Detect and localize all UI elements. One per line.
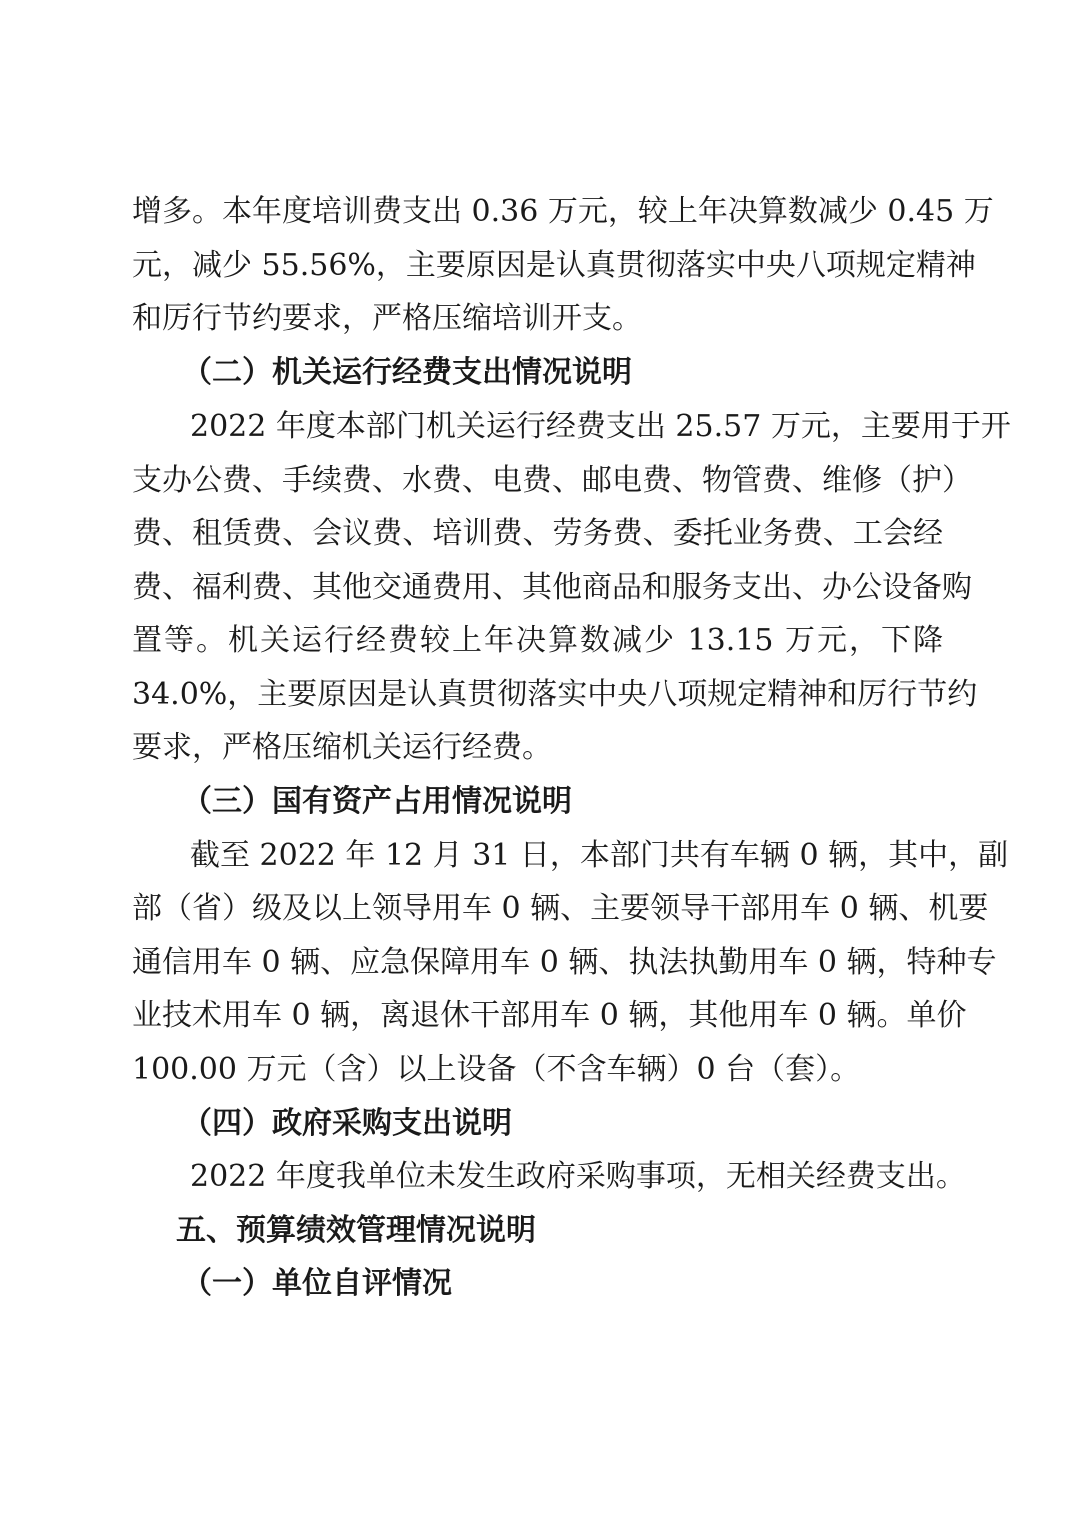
section-heading-2: （二）机关运行经费支出情况说明 [182,355,632,390]
subsection-heading-5-1: （一）单位自评情况 [182,1266,452,1301]
paragraph-line: 支办公费、手续费、水费、电费、邮电费、物管费、维修（护） [132,463,972,498]
part-heading-5: 五、预算绩效管理情况说明 [176,1213,536,1248]
paragraph-line: 2022 年度我单位未发生政府采购事项，无相关经费支出。 [190,1159,966,1194]
paragraph-line: 部（省）级及以上领导用车 0 辆、主要领导干部用车 0 辆、机要 [132,891,989,926]
paragraph-line: 100.00 万元（含）以上设备（不含车辆）0 台（套）。 [132,1052,861,1087]
paragraph-line: 34.0%，主要原因是认真贯彻落实中央八项规定精神和厉行节约 [132,677,978,712]
paragraph-line: 费、租赁费、会议费、培训费、劳务费、委托业务费、工会经 [132,516,943,551]
paragraph-line: 置等。机关运行经费较上年决算数减少 13.15 万元，下降 [132,623,943,658]
paragraph-line: 元，减少 55.56%，主要原因是认真贯彻落实中央八项规定精神 [132,248,976,283]
paragraph-line: 费、福利费、其他交通费用、其他商品和服务支出、办公设备购 [132,570,972,605]
paragraph-line: 和厉行节约要求，严格压缩培训开支。 [132,301,642,336]
paragraph-line: 业技术用车 0 辆，离退休干部用车 0 辆，其他用车 0 辆。单价 [132,998,967,1033]
paragraph-line: 通信用车 0 辆、应急保障用车 0 辆、执法执勤用车 0 辆，特种专 [132,945,997,980]
paragraph-line: 截至 2022 年 12 月 31 日，本部门共有车辆 0 辆，其中，副 [190,838,1009,873]
paragraph-line: 2022 年度本部门机关运行经费支出 25.57 万元，主要用于开 [190,409,1011,444]
paragraph-line: 增多。本年度培训费支出 0.36 万元，较上年决算数减少 0.45 万 [132,194,994,229]
section-heading-3: （三）国有资产占用情况说明 [182,784,572,819]
paragraph-line: 要求，严格压缩机关运行经费。 [132,730,552,765]
section-heading-4: （四）政府采购支出说明 [182,1106,512,1141]
